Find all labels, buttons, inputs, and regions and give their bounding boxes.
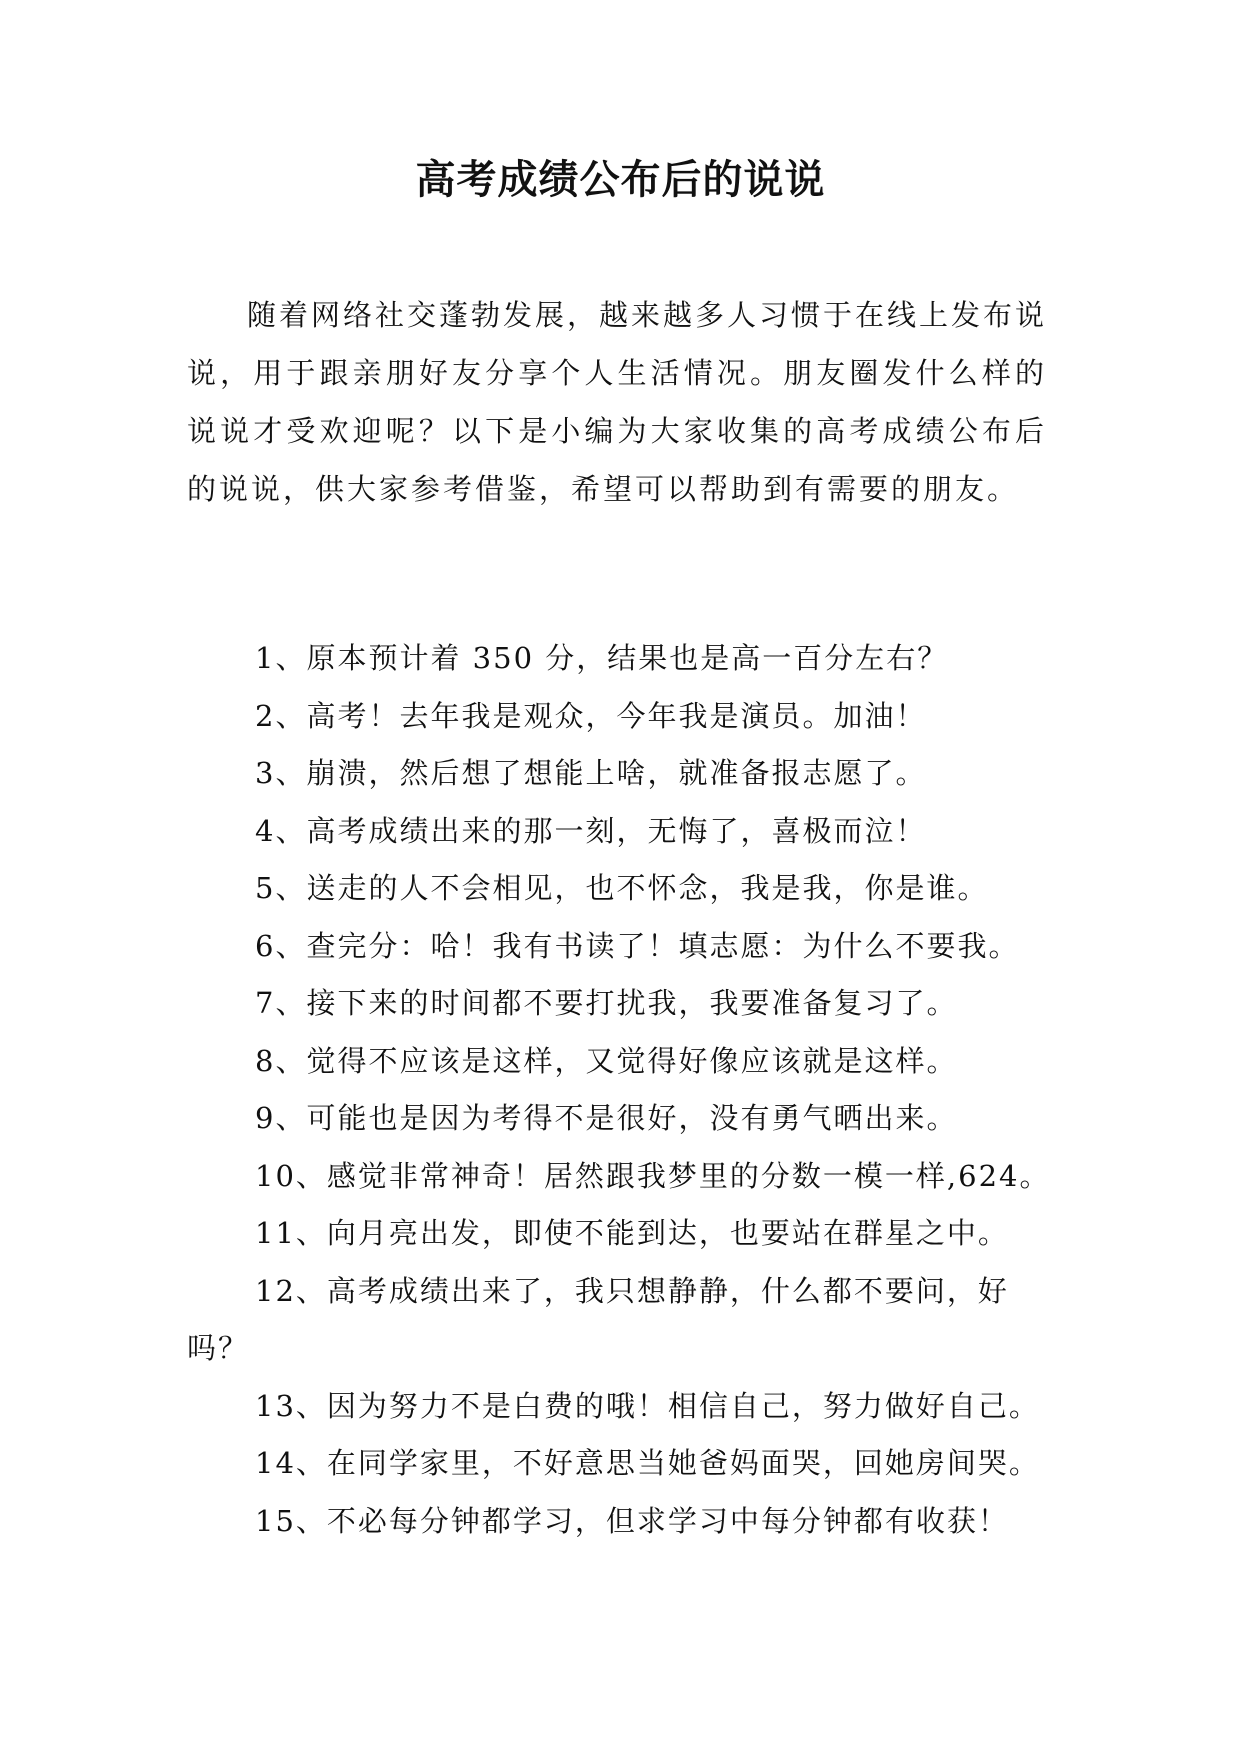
list-item: 8、觉得不应该是这样，又觉得好像应该就是这样。 [255, 1043, 958, 1078]
list-item: 12、高考成绩出来了，我只想静静，什么都不要问，好吗？ [187, 1273, 1009, 1365]
list-item: 10、感觉非常神奇！居然跟我梦里的分数一模一样,624。 [255, 1158, 1051, 1193]
list-item: 4、高考成绩出来的那一刻，无悔了，喜极而泣！ [255, 813, 927, 848]
list-item: 3、崩溃，然后想了想能上啥，就准备报志愿了。 [255, 756, 927, 790]
list-item: 6、查完分：哈！我有书读了！填志愿：为什么不要我。 [255, 928, 1020, 963]
list-item: 9、可能也是因为考得不是很好，没有勇气晒出来。 [255, 1101, 958, 1135]
page-title: 高考成绩公布后的说说 [415, 156, 826, 203]
list-item: 5、送走的人不会相见，也不怀念，我是我，你是谁。 [255, 871, 989, 905]
list-item: 2、高考！去年我是观众，今年我是演员。加油！ [255, 698, 927, 733]
list-item: 13、因为努力不是白费的哦！相信自己，努力做好自己。 [255, 1388, 1040, 1423]
list-item: 15、不必每分钟都学习，但求学习中每分钟都有收获！ [255, 1503, 1009, 1538]
list-item: 1、原本预计着 350 分，结果也是高一百分左右？ [255, 641, 949, 675]
intro-paragraph: 随着网络社交蓬勃发展，越来越多人习惯于在线上发布说说，用于跟亲朋好友分享个人生活情况。朋友圈发什么样的说说才受欢迎呢？以下是小编为大家收集的高考成绩公布后的说说，供大家参考借鉴，希望可以帮助到有需要的朋友。 [187, 298, 1048, 506]
list-item: 11、向月亮出发，即使不能到达，也要站在群星之中。 [255, 1216, 1009, 1250]
quote-list [187, 630, 1067, 1550]
list-item: 14、在同学家里，不好意思当她爸妈面哭，回她房间哭。 [255, 1446, 1040, 1480]
list-item: 7、接下来的时间都不要打扰我，我要准备复习了。 [255, 986, 958, 1020]
